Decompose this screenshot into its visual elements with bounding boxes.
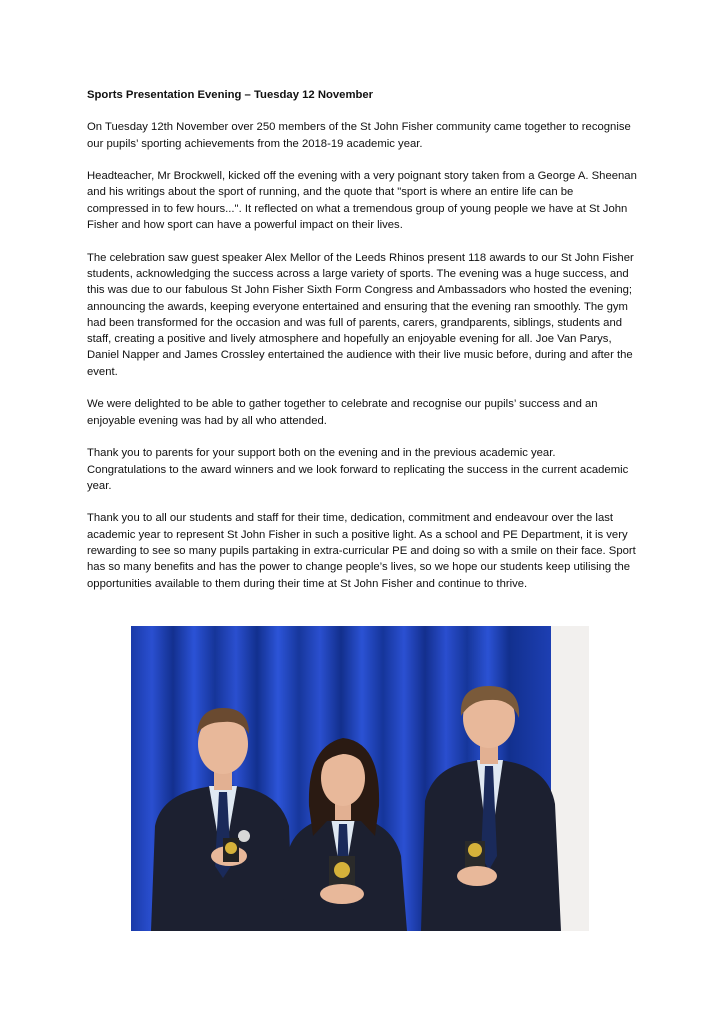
photo-illustration [131,626,589,931]
article-title: Sports Presentation Evening – Tuesday 12 November [87,89,374,101]
award-winners-photo [131,626,589,931]
article-body [87,87,637,608]
paragraph-thanks-parents: Thank you to parents for your support both on the evening and in the previous academic year. Congratulations to the award winners and we look forward to replicating the success in the current academic year. [87,447,629,492]
paragraph-celebration: The celebration saw guest speaker Alex Mellor of the Leeds Rhinos present 118 awards to our St John Fisher students, acknowledging the success across a large variety of sports. The evening was a huge success, and this was due to our fabulous St John Fisher Sixth Form Congress and Ambassadors who hosted the evening; announcing the awards, keeping everyone entertained and ensuring that the evening ran smoothly. The gym had been transformed for the occasion and was full of parents, carers, grandparents, siblings, students and staff, creating a positive and lively atmosphere and hopefully an enjoyable evening for all. Joe Van Parys, Daniel Napper and James Crossley entertained the audience with their live music before, during and after the event. [87,251,634,378]
paragraph-thanks-students: Thank you to all our students and staff for their time, dedication, commitment and endeavour over the last academic year to represent St John Fisher in such a positive light. As a school and PE Department, it is very rewarding to see so many pupils partaking in extra-curricular PE and doing so with a smile on their face. Sport has so many benefits and has the power to change people’s lives, so we hope our students keep utilising the opportunities available to them during their time at St John Fisher and continue to thrive. [87,512,636,590]
paragraph-delighted: We were delighted to be able to gather together to celebrate and recognise our pupils’ success and an enjoyable evening was had by all who attended. [87,398,598,427]
paragraph-headteacher: Headteacher, Mr Brockwell, kicked off the evening with a very poignant story taken from a George A. Sheenan and his writings about the sport of running, and the quote that "sport is where an entire life can be compressed in to few hours...". It reflected on what a tremendous group of young people we have at St John Fisher and how sport can have a powerful impact on their lives. [87,170,637,232]
paragraph-intro: On Tuesday 12th November over 250 members of the St John Fisher community came together to recognise our pupils’ sporting achievements from the 2018-19 academic year. [87,121,631,150]
